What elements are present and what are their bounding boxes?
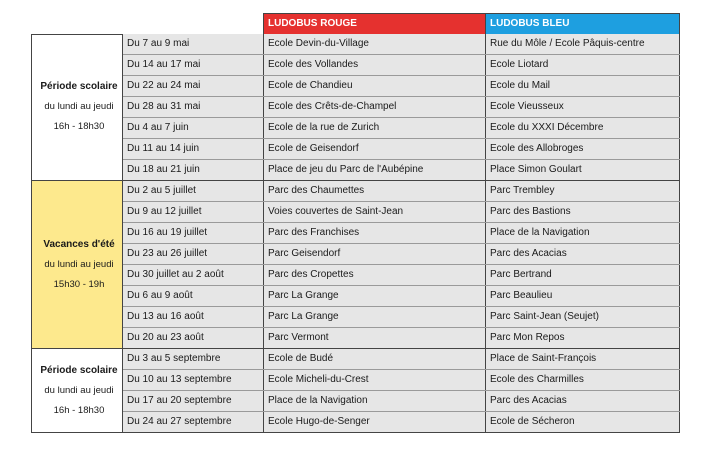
schedule-row xyxy=(32,97,680,118)
rouge-location-cell: Ecole Devin-du-Village xyxy=(264,34,486,55)
bleu-location-cell: Place de la Navigation xyxy=(486,223,680,244)
schedule-row xyxy=(32,391,680,412)
rouge-location-cell: Ecole de Geisendorf xyxy=(264,139,486,160)
date-cell: Du 9 au 12 juillet xyxy=(123,202,264,223)
schedule-row xyxy=(32,139,680,160)
schedule-row xyxy=(32,286,680,307)
schedule-row xyxy=(32,412,680,433)
rouge-location-cell: Parc des Franchises xyxy=(264,223,486,244)
rouge-location-cell: Ecole de Budé xyxy=(264,349,486,370)
date-cell: Du 30 juillet au 2 août xyxy=(123,265,264,286)
rouge-location-cell: Ecole des Crêts-de-Champel xyxy=(264,97,486,118)
rouge-location-cell: Place de jeu du Parc de l'Aubépine xyxy=(264,160,486,181)
date-cell: Du 20 au 23 août xyxy=(123,328,264,349)
date-cell: Du 4 au 7 juin xyxy=(123,118,264,139)
period-cell xyxy=(32,181,123,349)
schedule-row xyxy=(32,34,680,55)
schedule-row xyxy=(32,55,680,76)
bleu-location-cell: Ecole du XXXI Décembre xyxy=(486,118,680,139)
rouge-location-cell: Parc Vermont xyxy=(264,328,486,349)
rouge-location-cell: Parc La Grange xyxy=(264,307,486,328)
bleu-location-cell: Parc des Acacias xyxy=(486,244,680,265)
header-ludobus-rouge: LUDOBUS ROUGE xyxy=(264,14,486,35)
period-hours: 16h - 18h30 xyxy=(53,121,105,133)
rouge-location-cell: Ecole Micheli-du-Crest xyxy=(264,370,486,391)
header-blank-cell xyxy=(32,14,123,35)
date-cell: Du 24 au 27 septembre xyxy=(123,412,264,433)
schedule-row xyxy=(32,223,680,244)
rouge-location-cell: Parc des Chaumettes xyxy=(264,181,486,202)
bleu-location-cell: Parc Trembley xyxy=(486,181,680,202)
rouge-location-cell: Place de la Navigation xyxy=(264,391,486,412)
period-days: du lundi au jeudi xyxy=(44,101,114,113)
bleu-location-cell: Ecole des Allobroges xyxy=(486,139,680,160)
bleu-location-cell: Place de Saint-François xyxy=(486,349,680,370)
bleu-location-cell: Place Simon Goulart xyxy=(486,160,680,181)
bleu-location-cell: Ecole du Mail xyxy=(486,76,680,97)
period-days: du lundi au jeudi xyxy=(44,258,114,270)
date-cell: Du 6 au 9 août xyxy=(123,286,264,307)
schedule-row xyxy=(32,202,680,223)
date-cell: Du 18 au 21 juin xyxy=(123,160,264,181)
period-days: du lundi au jeudi xyxy=(44,384,114,396)
rouge-location-cell: Ecole Hugo-de-Senger xyxy=(264,412,486,433)
date-cell: Du 14 au 17 mai xyxy=(123,55,264,76)
rouge-location-cell: Parc des Cropettes xyxy=(264,265,486,286)
period-title: Période scolaire xyxy=(40,364,118,376)
rouge-location-cell: Ecole de la rue de Zurich xyxy=(264,118,486,139)
schedule-row xyxy=(32,76,680,97)
schedule-row xyxy=(32,328,680,349)
date-cell: Du 11 au 14 juin xyxy=(123,139,264,160)
rouge-location-cell: Ecole des Vollandes xyxy=(264,55,486,76)
date-cell: Du 2 au 5 juillet xyxy=(123,181,264,202)
bleu-location-cell: Parc Mon Repos xyxy=(486,328,680,349)
bleu-location-cell: Rue du Môle / Ecole Pâquis-centre xyxy=(486,34,680,55)
date-cell: Du 7 au 9 mai xyxy=(123,34,264,55)
bleu-location-cell: Ecole Liotard xyxy=(486,55,680,76)
period-cell xyxy=(32,34,123,181)
schedule-body xyxy=(32,14,680,433)
schedule-table xyxy=(31,13,680,433)
period-title: Vacances d'été xyxy=(43,238,115,250)
schedule-row xyxy=(32,265,680,286)
date-cell: Du 23 au 26 juillet xyxy=(123,244,264,265)
schedule-row xyxy=(32,307,680,328)
schedule-row xyxy=(32,349,680,370)
schedule-row xyxy=(32,370,680,391)
bleu-location-cell: Parc des Acacias xyxy=(486,391,680,412)
rouge-location-cell: Parc Geisendorf xyxy=(264,244,486,265)
date-cell: Du 22 au 24 mai xyxy=(123,76,264,97)
date-cell: Du 13 au 16 août xyxy=(123,307,264,328)
period-hours: 16h - 18h30 xyxy=(53,404,105,416)
date-cell: Du 17 au 20 septembre xyxy=(123,391,264,412)
period-hours: 15h30 - 19h xyxy=(53,278,105,290)
bleu-location-cell: Ecole Vieusseux xyxy=(486,97,680,118)
schedule-row xyxy=(32,118,680,139)
bleu-location-cell: Ecole de Sécheron xyxy=(486,412,680,433)
header-blank-cell xyxy=(123,14,264,35)
date-cell: Du 28 au 31 mai xyxy=(123,97,264,118)
bleu-location-cell: Parc des Bastions xyxy=(486,202,680,223)
header-row xyxy=(32,14,680,35)
header-ludobus-bleu: LUDOBUS BLEU xyxy=(486,14,680,35)
period-cell xyxy=(32,349,123,433)
bleu-location-cell: Parc Bertrand xyxy=(486,265,680,286)
schedule-row xyxy=(32,244,680,265)
rouge-location-cell: Parc La Grange xyxy=(264,286,486,307)
schedule-row xyxy=(32,160,680,181)
bleu-location-cell: Ecole des Charmilles xyxy=(486,370,680,391)
date-cell: Du 3 au 5 septembre xyxy=(123,349,264,370)
date-cell: Du 16 au 19 juillet xyxy=(123,223,264,244)
rouge-location-cell: Voies couvertes de Saint-Jean xyxy=(264,202,486,223)
period-title: Période scolaire xyxy=(40,81,118,93)
bleu-location-cell: Parc Saint-Jean (Seujet) xyxy=(486,307,680,328)
rouge-location-cell: Ecole de Chandieu xyxy=(264,76,486,97)
schedule-row xyxy=(32,181,680,202)
date-cell: Du 10 au 13 septembre xyxy=(123,370,264,391)
bleu-location-cell: Parc Beaulieu xyxy=(486,286,680,307)
